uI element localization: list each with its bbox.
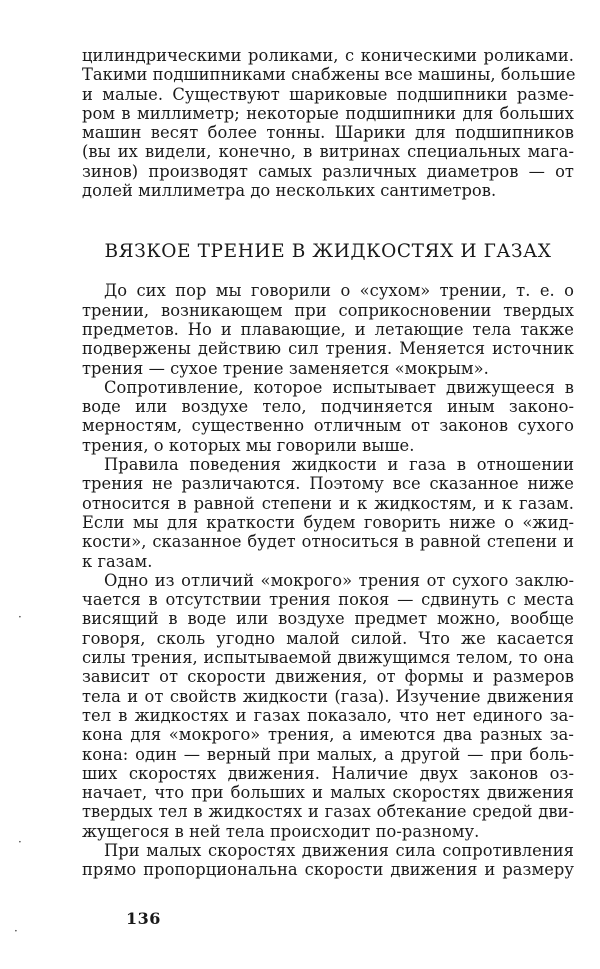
text-line: начает, что при больших и малых скоростях движения: [82, 783, 574, 803]
text-line: твердых тел в жидкостях и газах обтекание средой дви-: [82, 802, 574, 822]
text-line: жущегося в ней тела происходит по-разному.: [82, 821, 480, 841]
text-line: трения не различаются. Поэтому все сказанное ниже: [82, 474, 574, 494]
text-line: При малых скоростях движения сила сопротивления: [104, 840, 574, 860]
text-line: кона для «мокрого» трения, а имеются два разных за-: [82, 725, 574, 745]
text-line: ром в миллиметр; некоторые подшипники для больших: [82, 103, 574, 123]
scan-speck: ·: [18, 835, 22, 849]
paragraph-rules: [82, 455, 574, 571]
text-line: Одно из отличий «мокрого» трения от сухого заклю-: [104, 570, 574, 590]
text-line: прямо пропорциональна скорости движения и размеру: [82, 860, 574, 880]
text-line: Если мы для краткости будем говорить ниже о «жид-: [82, 512, 574, 532]
text-line: трения — сухое трение заменяется «мокрым».: [82, 358, 489, 378]
paragraph-resistance: [82, 378, 574, 455]
section-title: ВЯЗКОЕ ТРЕНИЕ В ЖИДКОСТЯХ И ГАЗАХ: [104, 241, 552, 263]
paragraph-low-speed: [82, 841, 574, 880]
text-line: зинов) производят самых различных диаметров — от: [82, 161, 574, 181]
paragraph-wet-friction: [82, 571, 574, 841]
text-line: тел в жидкостях и газах показало, что нет единого за-: [82, 705, 574, 725]
text-line: чается в отсутствии трения покоя — сдвинуть с места: [82, 590, 574, 610]
text-line: воде или воздухе тело, подчиняется иным законо-: [82, 397, 574, 417]
intro-paragraph: [82, 46, 574, 200]
text-line: мерностям, существенно отличным от законов сухого: [82, 416, 574, 436]
page-number: 136: [126, 909, 161, 928]
text-line: трении, возникающем при соприкосновении твердых: [82, 300, 574, 320]
text-line: цилиндрическими роликами, с коническими роликами.: [82, 46, 574, 65]
text-line: Правила поведения жидкости и газа в отношении: [104, 455, 574, 475]
book-page: [82, 46, 574, 880]
text-line: Такими подшипниками снабжены все машины, большие: [82, 65, 576, 85]
text-line: и малые. Существуют шариковые подшипники разме-: [82, 84, 574, 104]
text-line: предметов. Но и плавающие, и летающие тела также: [82, 319, 574, 339]
text-line: (вы их видели, конечно, в витринах специальных мага-: [82, 142, 574, 162]
text-line: трения, о которых мы говорили выше.: [82, 435, 415, 455]
text-line: кона: один — верный при малых, а другой — при боль-: [82, 744, 574, 764]
text-line: кости», сказанное будет относиться в равной степени и: [82, 532, 574, 552]
text-line: подвержены действию сил трения. Меняется источник: [82, 339, 574, 359]
scan-speck: ·: [18, 610, 22, 624]
text-line: машин весят более тонны. Шарики для подшипников: [82, 123, 574, 143]
text-line: относится в равной степени и к жидкостям, и к газам.: [82, 493, 574, 513]
text-line: висящий в воде или воздухе предмет можно, вообще: [82, 609, 574, 629]
scan-speck: ·: [14, 924, 18, 938]
text-line: ших скоростях движения. Наличие двух законов оз-: [82, 763, 574, 783]
text-line: зависит от скорости движения, от формы и размеров: [82, 667, 574, 687]
text-line: долей миллиметра до нескольких сантиметров.: [82, 181, 497, 201]
text-line: Сопротивление, которое испытывает движущееся в: [104, 377, 574, 397]
paragraph-dry-friction: [82, 281, 574, 377]
text-line: силы трения, испытываемой движущимся телом, то она: [82, 648, 574, 668]
text-line: говоря, сколь угодно малой силой. Что же касается: [82, 628, 574, 648]
text-line: к газам.: [82, 551, 153, 571]
text-line: тела и от свойств жидкости (газа). Изучение движения: [82, 686, 574, 706]
text-line: До сих пор мы говорили о «сухом» трении, т. е. о: [104, 281, 574, 301]
